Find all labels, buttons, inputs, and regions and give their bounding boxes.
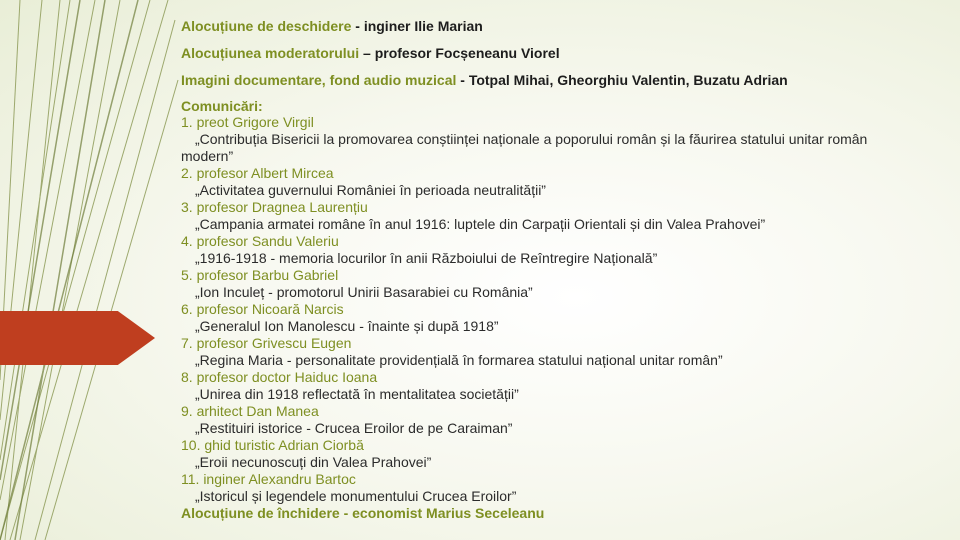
talk-title-continued: modern” bbox=[181, 148, 234, 164]
decorative-lines bbox=[0, 0, 180, 540]
moderator-address bbox=[181, 44, 951, 62]
talk-speaker: 8. profesor doctor Haiduc Ioana bbox=[181, 369, 378, 385]
section-title: Comunicări: bbox=[181, 98, 263, 114]
talk-title: „Unirea din 1918 reflectată în mentalitatea societății” bbox=[195, 386, 519, 402]
talk-title: „Restituiri istorice - Crucea Eroilor de pe Caraiman” bbox=[195, 420, 513, 436]
moderator-value: – profesor Focșeneanu Viorel bbox=[359, 45, 560, 61]
talk-title: „Istoricul și legendele monumentului Crucea Eroilor” bbox=[195, 488, 517, 504]
talk-speaker: 4. profesor Sandu Valeriu bbox=[181, 233, 339, 249]
talk-title: „Eroii necunoscuți din Valea Prahovei” bbox=[195, 454, 432, 470]
talk-speaker: 7. profesor Grivescu Eugen bbox=[181, 335, 352, 351]
opening-value: - inginer Ilie Marian bbox=[351, 18, 483, 34]
documentary-label: Imagini documentare, fond audio muzical bbox=[181, 72, 457, 88]
opening-label: Alocuțiune de deschidere bbox=[181, 18, 352, 34]
moderator-label: Alocuțiunea moderatorului bbox=[181, 45, 360, 61]
talk-speaker: 10. ghid turistic Adrian Ciorbă bbox=[181, 437, 364, 453]
talk-title: „Ion Inculeț - promotorul Unirii Basarabiei cu România” bbox=[195, 284, 533, 300]
talk-title: „Activitatea guvernului României în perioada neutralității” bbox=[195, 182, 546, 198]
opening-address bbox=[181, 17, 951, 35]
talk-title: „Campania armatei române în anul 1916: luptele din Carpații Orientali și din Valea Prahovei” bbox=[195, 216, 766, 232]
documentary-credits bbox=[181, 71, 951, 89]
talk-speaker: 3. profesor Dragnea Laurențiu bbox=[181, 199, 368, 215]
talk-speaker: 11. inginer Alexandru Bartoc bbox=[181, 471, 356, 487]
talk-title: „Contribuția Bisericii la promovarea conștiinței naționale a poporului român și la făurirea statului unitar român bbox=[195, 131, 868, 147]
closing-label: Alocuțiune de închidere bbox=[181, 505, 340, 521]
closing-value: - economist Marius Seceleanu bbox=[339, 505, 545, 521]
talk-speaker: 6. profesor Nicoară Narcis bbox=[181, 301, 344, 317]
talk-title: „Regina Maria - personalitate providențială în formarea statului național unitar român” bbox=[195, 352, 723, 368]
talk-speaker: 5. profesor Barbu Gabriel bbox=[181, 267, 339, 283]
documentary-value: - Totpal Mihai, Gheorghiu Valentin, Buzatu Adrian bbox=[456, 72, 788, 88]
talk-list bbox=[181, 114, 951, 505]
closing-address bbox=[181, 505, 951, 522]
talk-title: „1916-1918 - memoria locurilor în anii Războiului de Reîntregire Națională” bbox=[195, 250, 658, 266]
talk-speaker: 1. preot Grigore Virgil bbox=[181, 114, 314, 130]
talk-title: „Generalul Ion Manolescu - înainte și după 1918” bbox=[195, 318, 499, 334]
program-content bbox=[181, 17, 951, 522]
talk-speaker: 2. profesor Albert Mircea bbox=[181, 165, 334, 181]
talk-speaker: 9. arhitect Dan Manea bbox=[181, 403, 319, 419]
